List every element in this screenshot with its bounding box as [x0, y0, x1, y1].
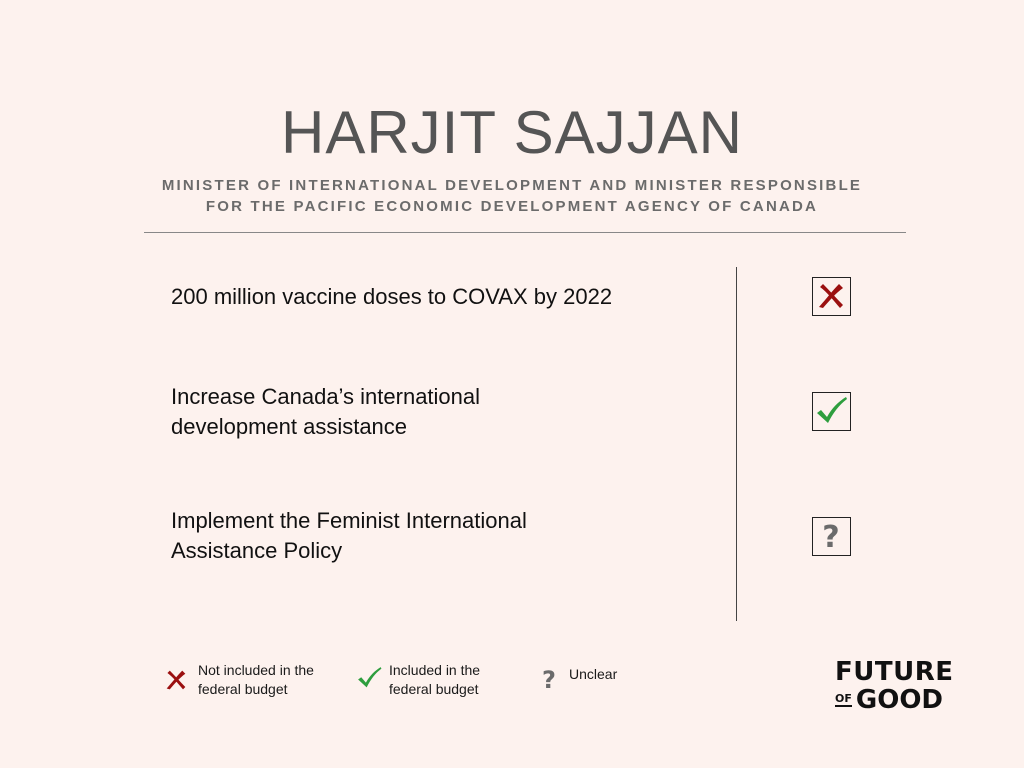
commitment-3-line1: Implement the Feminist International: [171, 508, 527, 533]
commitment-1-line1: 200 million vaccine doses to COVAX by 2022: [171, 284, 613, 309]
future-of-good-logo: [835, 658, 954, 714]
legend-question-icon: [538, 664, 560, 692]
legend-included: [389, 661, 539, 699]
legend-not-included-line2: federal budget: [198, 681, 288, 697]
minister-title-line1: MINISTER OF INTERNATIONAL DEVELOPMENT AND MINISTER RESPONSIBLE: [161, 177, 863, 194]
commitment-text-3: [171, 506, 691, 566]
check-icon: [813, 393, 849, 429]
legend-not-included-line1: Not included in the: [198, 662, 314, 678]
commitment-2-line1: Increase Canada’s international: [171, 384, 481, 409]
legend-included-line1: Included in the: [389, 662, 481, 678]
legend-cross-icon: [162, 666, 190, 694]
status-box-not-included: [812, 277, 851, 316]
legend-unclear: Unclear: [569, 666, 618, 682]
question-mark-icon: [813, 518, 849, 554]
minister-name: HARJIT SAJJAN: [281, 99, 743, 166]
column-divider: [736, 267, 737, 621]
status-box-included: [812, 392, 851, 431]
minister-title: [112, 175, 912, 217]
cross-icon: [813, 278, 849, 314]
legend-check-icon: [355, 664, 383, 692]
header-divider: [144, 232, 906, 233]
minister-title-line2: FOR THE PACIFIC ECONOMIC DEVELOPMENT AGENCY OF CANADA: [205, 198, 819, 215]
logo-of: OF: [835, 692, 852, 705]
commitment-3-line2: Assistance Policy: [171, 538, 343, 563]
status-box-unclear: [812, 517, 851, 556]
legend-included-line2: federal budget: [389, 681, 479, 697]
legend-not-included: [198, 661, 348, 699]
logo-future: FUTURE: [835, 657, 954, 687]
commitment-text-2: [171, 382, 691, 442]
logo-of-good: [835, 686, 954, 714]
commitment-text-1: [171, 282, 691, 312]
svg-text:?: ?: [542, 666, 556, 692]
svg-text:?: ?: [822, 520, 840, 554]
logo-good: GOOD: [855, 685, 944, 715]
commitment-2-line2: development assistance: [171, 414, 408, 439]
